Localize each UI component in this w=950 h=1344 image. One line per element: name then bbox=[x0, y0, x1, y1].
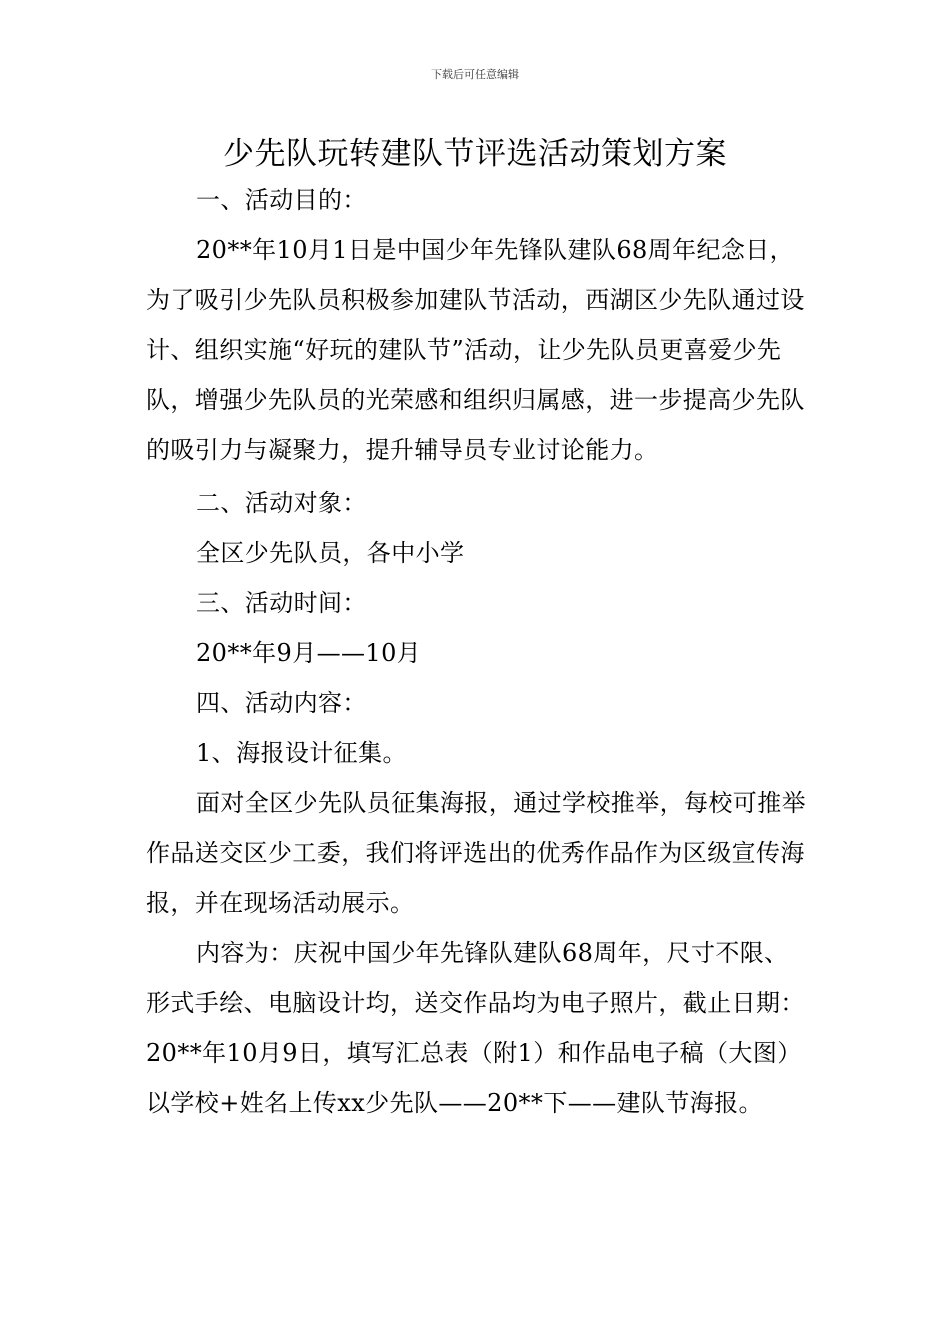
paragraph-purpose: 20**年10月1日是中国少年先锋队建队68周年纪念日，为了吸引少先队员积极参加建队节活动，西湖区少先队通过设计、组织实施“好玩的建队节”活动，让少先队员更喜爱少先队，增强少先队员的光荣感和组织归属感，进一步提高少先队的吸引力与凝聚力，提升辅导员专业讨论能力。 bbox=[146, 236, 805, 464]
header-note: 下载后可任意编辑 bbox=[431, 68, 519, 81]
section-heading-audience: 二、活动对象： bbox=[196, 489, 367, 517]
paragraph-poster-requirements: 内容为：庆祝中国少年先锋队建队68周年，尺寸不限、形式手绘、电脑设计均，送交作品均为电子照片，截止日期：20**年10月9日，填写汇总表（附1）和作品电子稿（大图）以学校+姓名上传xx少先队——20**下——建队节海报。 bbox=[146, 939, 805, 1117]
time-text: 20**年9月——10月 bbox=[196, 639, 422, 667]
document-body bbox=[146, 175, 811, 1128]
paragraph-poster-collection: 面对全区少先队员征集海报，通过学校推举，每校可推举作品送交区少工委，我们将评选出的优秀作品作为区级宣传海报，并在现场活动展示。 bbox=[146, 789, 806, 917]
content-item-poster: 1、海报设计征集。 bbox=[196, 739, 407, 767]
document-title: 少先队玩转建队节评选活动策划方案 bbox=[223, 136, 727, 172]
section-heading-time: 三、活动时间： bbox=[196, 589, 367, 617]
audience-text: 全区少先队员，各中小学 bbox=[196, 539, 465, 567]
section-heading-content: 四、活动内容： bbox=[196, 689, 367, 717]
section-heading-purpose: 一、活动目的： bbox=[196, 186, 367, 214]
